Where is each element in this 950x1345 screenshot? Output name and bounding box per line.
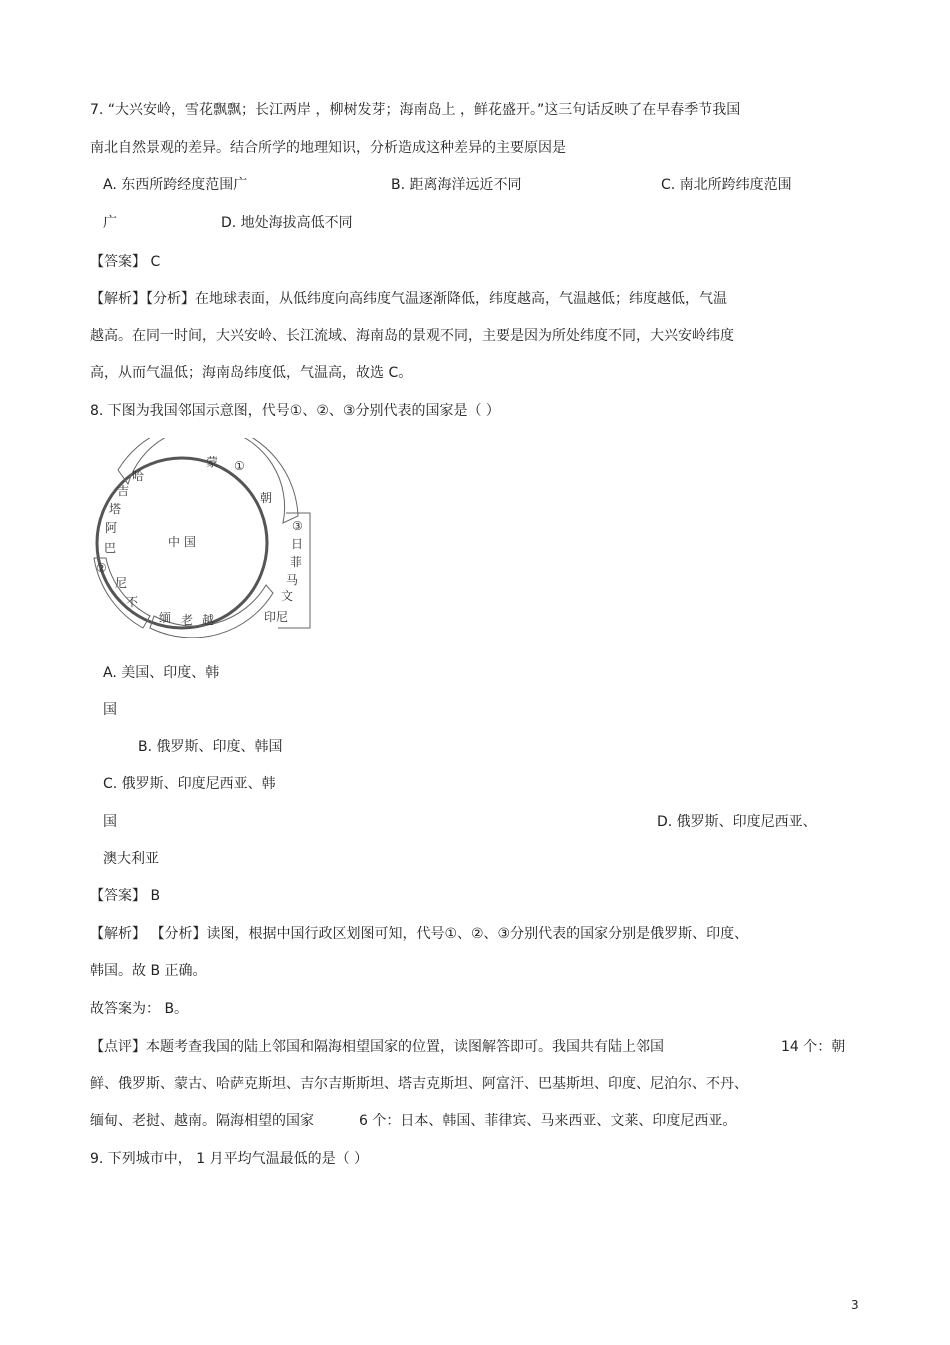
diagram-label: 老 [181, 613, 194, 627]
q8-option-d-continued: 澳大利亚 [103, 851, 159, 867]
q7-option-a: A. 东西所跨经度范围广 [103, 177, 248, 193]
diagram-label: ① [234, 459, 245, 473]
q8-option-a: A. 美国、印度、韩 [103, 665, 220, 681]
q7-analysis-line2: 越高。在同一时间，大兴安岭、长江流域、海南岛的景观不同，主要是因为所处纬度不同，大兴安岭纬度 [90, 328, 734, 344]
q7-option-c-continued: 广 [103, 215, 117, 231]
q7-stem-line2: 南北自然景观的差异。结合所学的地理知识，分析造成这种差异的主要原因是 [90, 140, 566, 156]
diagram-label: 菲 [290, 555, 303, 569]
q8-comment-line1: 【点评】本题考查我国的陆上邻国和隔海相望国家的位置，读图解答即可。我国共有陆上邻国 [90, 1039, 664, 1055]
q8-option-d: D. 俄罗斯、印度尼西亚、 [657, 814, 817, 830]
neighbor-countries-diagram [88, 438, 318, 638]
diagram-label: 不 [126, 595, 139, 609]
q8-comment-line3a: 缅甸、老挝、越南。隔海相望的国家 [90, 1113, 314, 1129]
q7-option-c: C. 南北所跨纬度范围 [661, 177, 792, 193]
q7-option-b: B. 距离海洋远近不同 [391, 177, 522, 193]
diagram-label: 尼 [115, 576, 128, 590]
diagram-label: 马 [286, 573, 299, 587]
q8-option-c: C. 俄罗斯、印度尼西亚、韩 [103, 776, 276, 792]
diagram-label: 缅 [159, 611, 172, 625]
diagram-center-label: 中 国 [168, 535, 196, 549]
diagram-label: 日 [291, 537, 304, 551]
q8-option-c-continued: 国 [103, 814, 117, 830]
diagram-label: 吉 [117, 484, 130, 498]
diagram-label: 哈 [132, 469, 145, 483]
diagram-label: 印尼 [264, 610, 289, 624]
q7-analysis-line3: 高，从而气温低；海南岛纬度低，气温高，故选 C。 [90, 365, 413, 381]
diagram-label: 巴 [104, 541, 117, 555]
diagram-label: 朝 [260, 491, 273, 505]
q7-option-d: D. 地处海拔高低不同 [221, 215, 353, 231]
diagram-label: 阿 [105, 521, 118, 535]
diagram-label: ② [96, 561, 107, 575]
q8-comment-line2: 鲜、俄罗斯、蒙古、哈萨克斯坦、吉尔吉斯斯坦、塔吉克斯坦、阿富汗、巴基斯坦、印度、尼泊尔、不丹、 [90, 1076, 748, 1092]
page-number: 3 [851, 1298, 859, 1312]
diagram-label: 文 [281, 589, 294, 603]
q8-comment-line3b: 6 个：日本、韩国、菲律宾、马来西亚、文莱、印度尼西亚。 [359, 1113, 737, 1129]
q8-option-a-continued: 国 [103, 702, 117, 718]
q7-stem-line1: 7. “大兴安岭，雪花飘飘；长江两岸 ，柳树发芽；海南岛上 ，鲜花盛开。”这三句话反映了在早春季节我国 [90, 102, 741, 118]
q7-answer: 【答案】 C [90, 254, 161, 270]
diagram-label: ③ [292, 519, 303, 533]
q8-analysis-line1: 【解析】 【分析】读图，根据中国行政区划图可知，代号①、②、③分别代表的国家分别是俄罗斯、印度、 [90, 926, 749, 942]
diagram-label: 越 [202, 613, 215, 627]
diagram-label: 蒙 [206, 455, 219, 469]
diagram-label: 塔 [109, 502, 122, 516]
q8-stem: 8. 下图为我国邻国示意图，代号①、②、③分别代表的国家是（ ） [90, 403, 500, 419]
q9-stem: 9. 下列城市中， 1 月平均气温最低的是（ ） [90, 1151, 369, 1167]
q8-final-answer: 故答案为： B。 [90, 1001, 189, 1017]
q7-analysis-line1: 【解析】【分析】在地球表面，从低纬度向高纬度气温逐渐降低，纬度越高，气温越低；纬度越低，气温 [90, 291, 727, 307]
q8-option-b: B. 俄罗斯、印度、韩国 [138, 739, 283, 755]
q8-comment-line1-end: 14 个：朝 [781, 1039, 846, 1055]
north-ring-segment [118, 438, 298, 523]
q8-analysis-line2: 韩国。故 B 正确。 [90, 963, 207, 979]
q8-answer: 【答案】 B [90, 888, 161, 904]
